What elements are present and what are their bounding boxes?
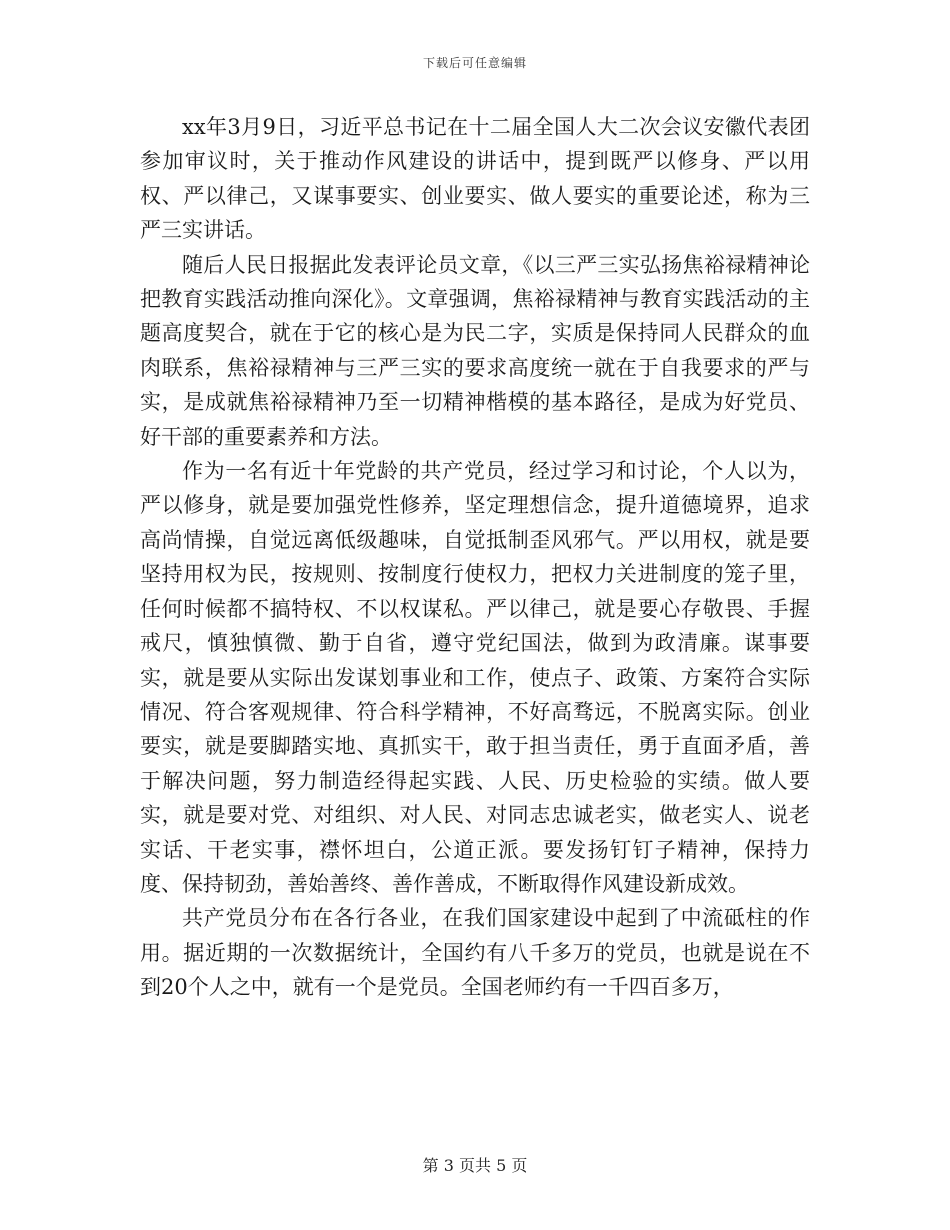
paragraph-3: 作为一名有近十年党龄的共产党员，经过学习和讨论，个人以为，严以修身，就是要加强党性修养，坚定理想信念，提升道德境界，追求高尚情操，自觉远离低级趣味，自觉抵制歪风邪气。严以用权，就是要坚持用权为民，按规则、按制度行使权力，把权力关进制度的笼子里，任何时候都不搞特权、不以权谋私。严以律己，就是要心存敬畏、手握戒尺，慎独慎微、勤于自省，遵守党纪国法，做到为政清廉。谋事要实，就是要从实际出发谋划事业和工作，使点子、政策、方案符合实际情况、符合客观规律、符合科学精神，不好高骛远，不脱离实际。创业要实，就是要脚踏实地、真抓实干，敢于担当责任，勇于直面矛盾，善于解决问题，努力制造经得起实践、人民、历史检验的实绩。做人要实，就是要对党、对组织、对人民、对同志忠诚老实，做老实人、说老实话、干老实事，襟怀坦白，公道正派。要发扬钉钉子精神，保持力度、保持韧劲，善始善终、善作善成，不断取得作风建设新成效。 bbox=[140, 459, 810, 896]
page-header-note: 下载后可任意编辑 bbox=[422, 56, 527, 70]
paragraph-4: 共产党员分布在各行各业，在我们国家建设中起到了中流砥柱的作用。据近期的一次数据统计，全国约有八千多万的党员，也就是说在不到20个人之中，就有一个是党员。全国老师约有一千四百多万， bbox=[140, 906, 810, 1000]
paragraph-2: 随后人民日报据此发表评论员文章，《以三严三实弘扬焦裕禄精神论把教育实践活动推向深化》。文章强调，焦裕禄精神与教育实践活动的主题高度契合，就在于它的核心是为民二字，实质是保持同人民群众的血肉联系，焦裕禄精神与三严三实的要求高度统一就在于自我要求的严与实，是成就焦裕禄精神乃至一切精神楷模的基本路径，是成为好党员、好干部的重要素养和方法。 bbox=[140, 252, 810, 449]
document-body bbox=[140, 110, 810, 1005]
page-number: 第 3 页共 5 页 bbox=[422, 1156, 528, 1175]
paragraph-1: xx年3月9日，习近平总书记在十二届全国人大二次会议安徽代表团参加审议时，关于推动作风建设的讲话中，提到既严以修身、严以用权、严以律己，又谋事要实、创业要实、做人要实的重要论述，称为三严三实讲话。 bbox=[140, 115, 810, 243]
